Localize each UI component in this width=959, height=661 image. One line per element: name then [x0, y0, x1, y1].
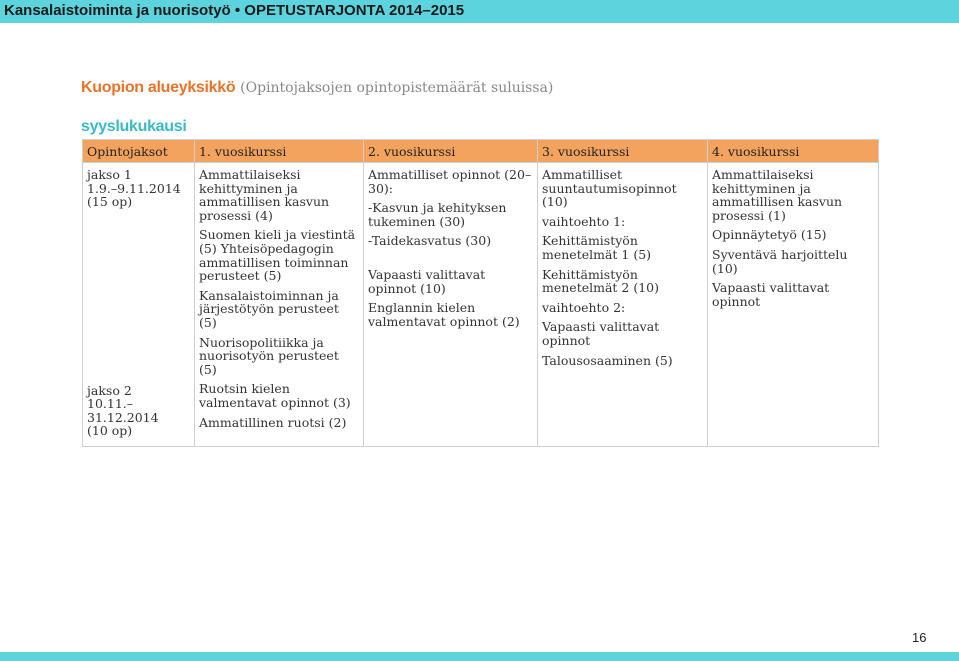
- table-row: [83, 163, 879, 447]
- year-2-cell: [364, 163, 538, 447]
- course-item: Ammattilaiseksi kehittyminen ja ammatillisen kasvun prosessi (1): [712, 167, 843, 223]
- period-1-credits: (15 op): [87, 194, 133, 210]
- course-item: Ruotsin kielen valmentavat opinnot (3): [199, 381, 351, 410]
- course-item: vaihtoehto 1:: [542, 213, 626, 229]
- unit-heading: [81, 78, 553, 97]
- year-1-cell: [195, 163, 364, 447]
- header-cell-year-1: 1. vuosikurssi: [195, 140, 364, 163]
- table-header-row: [83, 140, 879, 163]
- course-item: Nuorisopolitiikka ja nuorisotyön perusteet (5): [199, 334, 339, 377]
- course-item: Kehittämistyön menetelmät 2 (10): [542, 266, 660, 296]
- header-cell-year-2: 2. vuosikurssi: [364, 140, 538, 163]
- course-item: Vapaasti valittavat opinnot: [712, 280, 830, 309]
- header-cell-periods: Opintojaksot: [83, 140, 195, 163]
- header-cell-year-3: 3. vuosikurssi: [538, 140, 708, 163]
- period-1: [87, 168, 190, 209]
- year-4-cell: [708, 163, 879, 447]
- top-banner: [0, 0, 959, 23]
- period-2-credits: (10 op): [87, 423, 133, 439]
- period-1-name: jakso 1: [87, 167, 132, 182]
- course-item: Suomen kieli ja viestintä (5) Yhteisöpedagogin ammatillisen toiminnan perusteet (5): [199, 227, 356, 284]
- course-item: Syventävä harjoittelu (10): [712, 246, 848, 276]
- course-item: Ammatilliset suuntautumisopinnot (10): [542, 167, 677, 210]
- course-item: Ammatilliset opinnot (20–30):: [368, 167, 532, 196]
- unit-note: (Opintojaksojen opintopistemäärät suluissa): [240, 80, 554, 96]
- page-number: 16: [912, 630, 927, 645]
- year-3-cell: [538, 163, 708, 447]
- header-cell-year-4: 4. vuosikurssi: [708, 140, 879, 163]
- course-item: Vapaasti valittavat opinnot (10): [368, 266, 486, 296]
- curriculum-table: [82, 139, 879, 447]
- course-item: Ammattilaiseksi kehittyminen ja ammatillisen kasvun prosessi (4): [199, 167, 330, 223]
- unit-name: Kuopion alueyksikkö: [81, 79, 236, 96]
- period-2-dates: 10.11.–31.12.2014: [87, 396, 159, 425]
- course-item: Englannin kielen valmentavat opinnot (2): [368, 300, 520, 329]
- bottom-banner: [0, 652, 959, 661]
- course-item: -Taidekasvatus (30): [368, 233, 492, 249]
- course-item: -Kasvun ja kehityksen tukeminen (30): [368, 200, 507, 229]
- period-2: [87, 384, 194, 438]
- course-item: Kansalaistoiminnan ja järjestötyön perusteet (5): [199, 287, 339, 330]
- document-title: Kansalaistoiminta ja nuorisotyö • OPETUSTARJONTA 2014–2015: [4, 2, 465, 19]
- course-item: Kehittämistyön menetelmät 1 (5): [542, 233, 652, 262]
- course-item: Talousosaaminen (5): [542, 352, 673, 368]
- course-item: Vapaasti valittavat opinnot: [542, 319, 660, 348]
- periods-cell: [83, 163, 195, 447]
- period-2-name: jakso 2: [87, 382, 132, 398]
- season-heading: syyslukukausi: [81, 118, 187, 135]
- course-item: vaihtoehto 2:: [542, 299, 626, 315]
- period-1-dates: 1.9.–9.11.2014: [87, 180, 181, 196]
- course-item: Ammatillinen ruotsi (2): [199, 414, 347, 430]
- course-item: Opinnäytetyö (15): [712, 227, 827, 243]
